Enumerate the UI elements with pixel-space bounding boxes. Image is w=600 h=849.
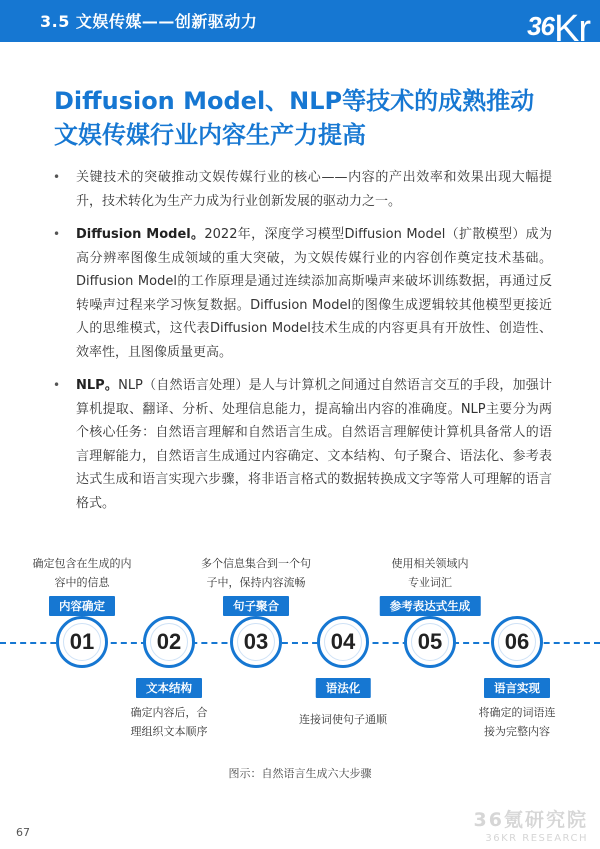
bullet-list [52,166,552,525]
step-desc-line: 多个信息集合到一个句 [201,557,311,570]
nlg-steps-diagram [0,540,600,760]
step-description [283,710,403,729]
step-label: 句子聚合 [223,596,289,616]
step-desc-line: 连接词使句子通顺 [299,713,387,726]
step-number: 05 [417,629,443,654]
step-number-circle [491,616,543,668]
step-desc-line: 专业词汇 [408,576,452,589]
step-desc-line: 理组织文本顺序 [130,725,208,738]
step-number-circle [317,616,369,668]
step-desc-line: 使用相关领域内 [391,557,469,570]
step-desc-line: 接为完整内容 [484,725,550,738]
figure-caption: 图示：自然语言生成六大步骤 [228,767,372,780]
bullet-text: 2022年，深度学习模型Diffusion Model（扩散模型）成为高分辨率图像生成领域的重大突破，为文娱传媒行业的内容创作奠定技术基础。Diffusion Model的工作原理是通过连续添加高斯噪声来破坏训练数据，再通过反转噪声过程来学习恢复数据。Diffusion Model的图像生成逻辑较其他模型更接近人的思维模式，这代表Diffusion Model技术生成的内容更具有开放性、创造性、效率性，且图像质量更高。 [76,227,552,360]
step-desc-line: 确定包含在生成的内 [32,557,132,570]
step-number: 03 [243,629,269,654]
step-label: 文本结构 [136,678,202,698]
step-description [196,554,316,592]
step-number: 02 [156,629,182,654]
footer-brand-en: 36KR RESEARCH [485,833,588,844]
step-number-circle [230,616,282,668]
step-desc-line: 确定内容后，合 [130,706,208,719]
bullet-text: NLP（自然语言处理）是人与计算机之间通过自然语言交互的手段，加强计算机提取、翻译、分析、处理信息能力，提高输出内容的准确度。NLP主要分为两个核心任务：自然语言理解和自然语言生成。自然语言理解使计算机具备常人的语言理解能力，自然语言生成通过内容确定、文本结构、句子聚合、语法化、参考表达式生成和语言实现六步骤，将非语言格式的数据转换成文字等常人可理解的语言格式。 [76,378,552,511]
logo-text-small: 36 [527,11,554,41]
footer-brand-cn: 36氪研究院 [473,809,588,831]
step-description [22,554,142,592]
footer-brand-watermark [474,805,588,844]
section-header-bar [0,0,600,50]
step-description [109,703,229,741]
bullet-lead: NLP。 [76,378,119,393]
step-description [370,554,490,592]
logo-text-big: Kr [554,8,590,50]
step-number-circle [143,616,195,668]
step-label: 语言实现 [484,678,550,698]
step-number: 04 [330,629,356,654]
bullet-item [52,223,552,364]
bullet-lead: Diffusion Model。 [76,227,205,242]
step-desc-line: 容中的信息 [54,576,110,589]
step-label: 内容确定 [49,596,115,616]
step-number-circle [56,616,108,668]
step-number: 01 [69,629,95,654]
step-desc-line: 将确定的词语连 [478,706,556,719]
brand-logo [527,2,590,50]
step-label: 语法化 [316,678,371,698]
page-title: Diffusion Model、NLP等技术的成熟推动文娱传媒行业内容生产力提高 [54,87,535,149]
step-number: 06 [504,629,530,654]
step-desc-line: 子中，保持内容流畅 [206,576,306,589]
step-label: 参考表达式生成 [380,596,481,616]
step-description [457,703,577,741]
section-title: 3.5 文娱传媒——创新驱动力 [40,12,258,31]
step-number-circle [404,616,456,668]
bullet-item [52,166,552,213]
bullet-text: 关键技术的突破推动文娱传媒行业的核心——内容的产出效率和效果出现大幅提升，技术转化为生产力成为行业创新发展的驱动力之一。 [76,170,552,209]
bullet-item [52,374,552,515]
page-number: 67 [16,826,30,839]
